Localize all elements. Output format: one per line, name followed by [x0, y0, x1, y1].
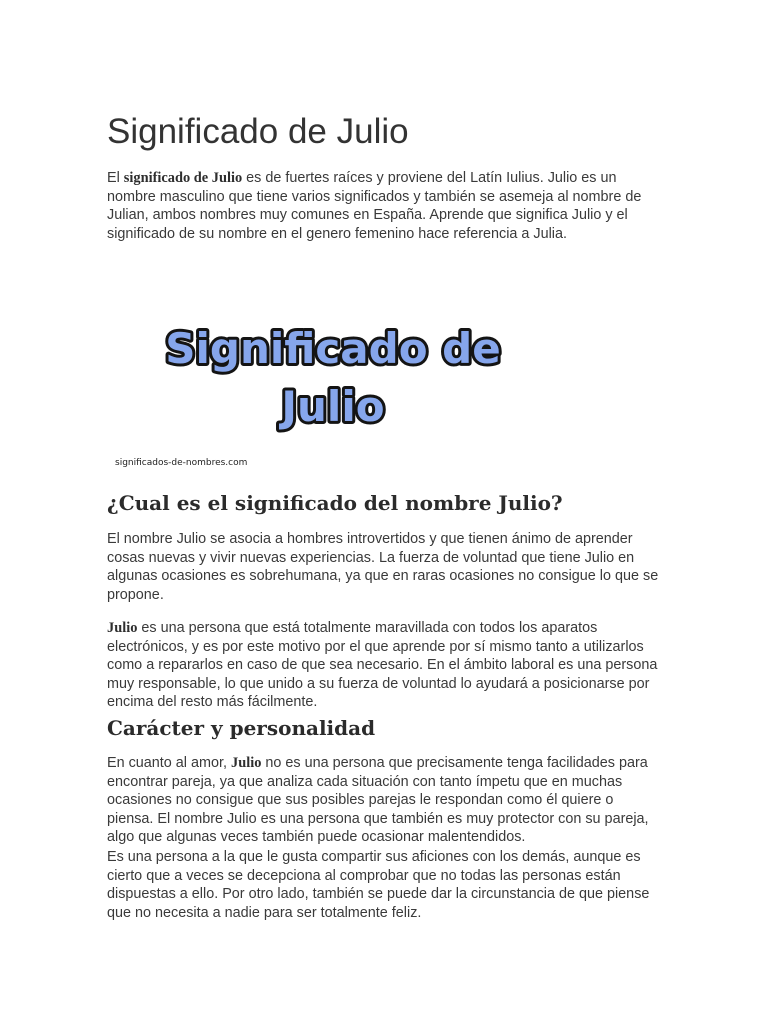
intro-lead: El — [107, 170, 124, 186]
intro-paragraph — [107, 169, 663, 243]
paragraph-character-1 — [107, 754, 663, 847]
image-credit: significados-de-nombres.com — [115, 458, 248, 468]
paragraph-text: no es una persona que precisamente tenga facilidades para encontrar pareja, ya que analiza cada situación con tanto ímpetu que en muchas ocasiones no consigue que sus posibles parejas le respondan como él quiere o piensa. El nombre Julio es una persona que también es muy protector con su pareja, algo que algunas veces también puede ocasionar malentendidos. — [107, 755, 649, 846]
paragraph-character-2: Es una persona a la que le gusta compartir sus aficiones con los demás, aunque es cierto que a veces se decepciona al comprobar que no todas las personas están dispuestas a ello. Por otro lado, también se puede dar la circunstancia de que piense que no necesita a nadie para ser totalmente feliz. — [107, 849, 650, 921]
paragraph-meaning-1: El nombre Julio se asocia a hombres introvertidos y que tienen ánimo de aprender cosas nuevas y vivir nuevas experiencias. La fuerza de voluntad que tiene Julio en algunas ocasiones es sobrehumana, ya que en raras ocasiones no consigue lo que se propone. — [107, 531, 659, 603]
section-heading-meaning: ¿Cual es el significado del nombre Julio? — [107, 491, 563, 515]
section-heading-character: Carácter y personalidad — [107, 716, 376, 740]
article-title: Significado de Julio — [107, 112, 409, 151]
bold-name: Julio — [231, 755, 262, 771]
title-image — [107, 300, 527, 476]
title-image-graphic — [107, 300, 527, 450]
image-text-line1: Significado de — [165, 324, 501, 373]
image-text-line2: Julio — [281, 382, 385, 431]
intro-rest: es de fuertes raíces y proviene del Latín Iulius. Julio es un nombre masculino que tiene varios significados y también se asemeja al nombre de Julian, ambos nombres muy comunes en España. Aprende que significa Julio y el significado de su nombre en el genero femenino hace referencia a Julia. — [107, 170, 642, 242]
paragraph-meaning-2 — [107, 619, 663, 712]
intro-bold-term: significado de Julio — [123, 170, 243, 186]
paragraph-lead: En cuanto al amor, — [107, 755, 231, 771]
bold-name: Julio — [107, 620, 138, 636]
paragraph-text: es una persona que está totalmente maravillada con todos los aparatos electrónicos, y es por este motivo por el que aprende por sí mismo tanto a utilizarlos como a repararlos en caso de que sea necesario. En el ámbito laboral es una persona muy responsable, lo que unido a su fuerza de voluntad lo ayudará a posicionarse por encima del resto más fácilmente. — [107, 620, 658, 711]
